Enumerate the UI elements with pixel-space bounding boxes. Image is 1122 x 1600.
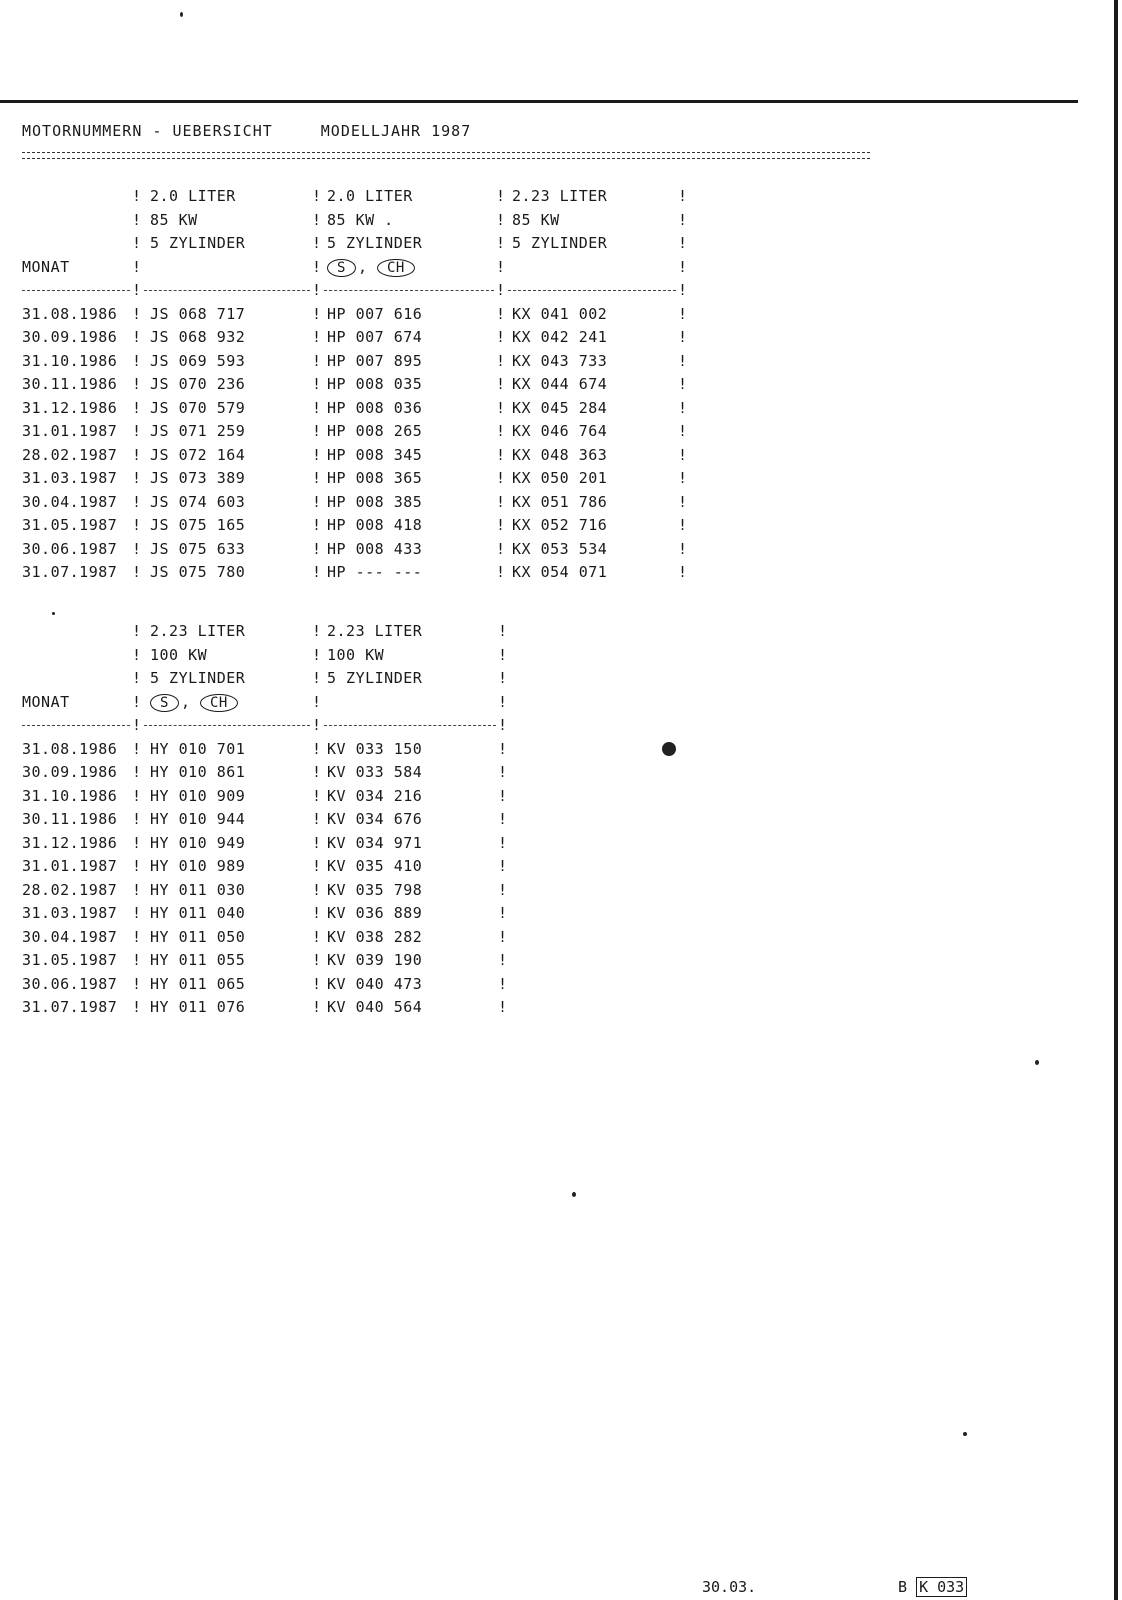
column-separator: ! — [132, 622, 142, 640]
column-separator: ! — [132, 763, 142, 781]
engine-number: JS 070 579 — [150, 398, 246, 417]
column-separator: ! — [496, 492, 506, 511]
engine-number: HP 008 035 — [327, 375, 423, 393]
column-separator: ! — [498, 857, 508, 875]
column-separator: ! — [498, 833, 508, 852]
engine-number: KV 033 584 — [327, 763, 423, 781]
column-separator: ! — [678, 398, 688, 417]
column-separator: ! — [132, 516, 142, 534]
column-header-line1: 2.23 LITER — [327, 622, 423, 640]
engine-number: KX 053 534 — [512, 539, 608, 558]
column-header-line3: 5 ZYLINDER — [327, 669, 423, 687]
column-separator: ! — [678, 539, 688, 558]
column-separator: ! — [132, 539, 142, 558]
month-date: 31.03.1987 — [22, 469, 118, 487]
engine-number: JS 069 593 — [150, 351, 246, 370]
column-separator: ! — [132, 810, 142, 828]
engine-number: HY 011 050 — [150, 927, 246, 946]
column-separator: ! — [312, 669, 322, 687]
dashed-separator — [22, 290, 130, 291]
column-separator: ! — [312, 810, 322, 828]
engine-number: HY 011 065 — [150, 974, 246, 993]
column-separator: ! — [132, 927, 142, 946]
month-date: 31.08.1986 — [22, 739, 118, 758]
column-separator: ! — [496, 210, 506, 229]
column-separator: ! — [496, 304, 506, 323]
month-date: 31.10.1986 — [22, 351, 118, 370]
month-date: 31.07.1987 — [22, 998, 118, 1016]
column-separator: ! — [132, 375, 142, 393]
engine-number: HY 010 949 — [150, 833, 246, 852]
column-separator: ! — [496, 257, 506, 276]
month-date: 30.06.1987 — [22, 974, 118, 993]
column-separator: ! — [496, 422, 506, 440]
column-separator: ! — [498, 904, 508, 922]
column-separator: ! — [132, 998, 142, 1016]
engine-number: JS 071 259 — [150, 422, 246, 440]
column-separator: ! — [678, 516, 688, 534]
column-separator: ! — [312, 234, 322, 252]
country-badges: S , CH — [327, 256, 417, 280]
engine-number: JS 074 603 — [150, 492, 246, 511]
engine-number: JS 072 164 — [150, 445, 246, 464]
engine-number: KX 043 733 — [512, 351, 608, 370]
column-separator: ! — [132, 234, 142, 252]
month-date: 31.01.1987 — [22, 857, 118, 875]
engine-number: KV 034 216 — [327, 786, 423, 805]
column-separator: ! — [132, 469, 142, 487]
column-separator: ! — [312, 739, 322, 758]
column-separator: ! — [678, 281, 688, 299]
column-separator: ! — [132, 645, 142, 664]
column-separator: ! — [312, 880, 322, 899]
engine-number: KX 042 241 — [512, 328, 608, 346]
column-separator: ! — [312, 375, 322, 393]
column-separator: ! — [132, 857, 142, 875]
footer-page-number: K 033 — [916, 1577, 967, 1597]
month-date: 28.02.1987 — [22, 445, 118, 464]
column-separator: ! — [678, 422, 688, 440]
engine-number: HY 010 861 — [150, 763, 246, 781]
column-separator: ! — [678, 445, 688, 464]
column-separator: ! — [132, 328, 142, 346]
column-separator: ! — [496, 328, 506, 346]
column-separator: ! — [678, 187, 688, 205]
column-separator: ! — [678, 375, 688, 393]
scan-speck — [1035, 1060, 1039, 1065]
engine-number: HP --- --- — [327, 563, 423, 581]
column-header-line1: 2.0 LITER — [150, 187, 236, 205]
column-separator: ! — [312, 645, 322, 664]
column-header-line2: 85 KW . — [327, 210, 394, 229]
column-header-line3: 5 ZYLINDER — [327, 234, 423, 252]
column-separator: ! — [496, 516, 506, 534]
column-separator: ! — [132, 210, 142, 229]
country-badges: S , CH — [150, 691, 240, 715]
month-column-label: MONAT — [22, 257, 70, 276]
footer-date: 30.03. — [702, 1578, 757, 1596]
engine-number: HY 010 701 — [150, 739, 246, 758]
column-separator: ! — [132, 692, 142, 711]
column-separator: ! — [678, 492, 688, 511]
engine-number: HY 011 076 — [150, 998, 246, 1016]
dashed-separator — [22, 725, 130, 726]
column-separator: ! — [132, 739, 142, 758]
month-date: 31.10.1986 — [22, 786, 118, 805]
engine-number: KV 035 410 — [327, 857, 423, 875]
column-separator: ! — [312, 563, 322, 581]
document-title: MOTORNUMMERN - UEBERSICHT — [22, 122, 273, 140]
column-separator: ! — [132, 904, 142, 922]
column-separator: ! — [496, 445, 506, 464]
column-separator: ! — [132, 786, 142, 805]
engine-number: KX 041 002 — [512, 304, 608, 323]
column-separator: ! — [496, 398, 506, 417]
column-separator: ! — [498, 739, 508, 758]
column-separator: ! — [498, 810, 508, 828]
month-date: 30.11.1986 — [22, 375, 118, 393]
column-separator: ! — [678, 563, 688, 581]
column-separator: ! — [132, 257, 142, 276]
column-separator: ! — [312, 422, 322, 440]
engine-number: HY 011 055 — [150, 951, 246, 969]
scan-speck — [180, 12, 183, 17]
country-badge: S — [327, 259, 356, 277]
column-separator: ! — [312, 539, 322, 558]
column-separator: ! — [312, 304, 322, 323]
column-separator: ! — [496, 234, 506, 252]
column-separator: ! — [496, 351, 506, 370]
engine-number: KV 040 473 — [327, 974, 423, 993]
engine-number: KV 040 564 — [327, 998, 423, 1016]
month-date: 31.03.1987 — [22, 904, 118, 922]
engine-number: KX 050 201 — [512, 469, 608, 487]
dashed-separator — [144, 290, 310, 291]
month-date: 31.01.1987 — [22, 422, 118, 440]
model-year: MODELLJAHR 1987 — [320, 122, 472, 140]
column-header-line1: 2.23 LITER — [150, 622, 246, 640]
column-separator: ! — [312, 257, 322, 276]
column-separator: ! — [498, 951, 508, 969]
month-date: 30.09.1986 — [22, 763, 118, 781]
column-header-line3: 5 ZYLINDER — [512, 234, 608, 252]
engine-number: KX 051 786 — [512, 492, 608, 511]
dashed-separator — [508, 290, 676, 291]
column-separator: ! — [498, 622, 508, 640]
dashed-separator — [324, 725, 496, 726]
engine-number: KV 033 150 — [327, 739, 423, 758]
engine-number: KX 044 674 — [512, 375, 608, 393]
engine-number: KV 039 190 — [327, 951, 423, 969]
scan-speck — [572, 1192, 576, 1197]
column-separator: ! — [496, 539, 506, 558]
column-header-line1: 2.0 LITER — [327, 187, 413, 205]
column-separator: ! — [132, 398, 142, 417]
column-separator: ! — [496, 187, 506, 205]
column-separator: ! — [498, 880, 508, 899]
column-header-line3: 5 ZYLINDER — [150, 669, 246, 687]
country-badge: S — [150, 694, 179, 712]
column-separator: ! — [498, 974, 508, 993]
document-header — [22, 122, 471, 140]
engine-number: HY 011 030 — [150, 880, 246, 899]
engine-number: JS 068 717 — [150, 304, 246, 323]
column-separator: ! — [312, 445, 322, 464]
column-separator: ! — [132, 304, 142, 323]
column-separator: ! — [132, 351, 142, 370]
column-separator: ! — [312, 998, 322, 1016]
column-separator: ! — [312, 927, 322, 946]
column-separator: ! — [312, 492, 322, 511]
column-separator: ! — [312, 516, 322, 534]
column-header-line2: 100 KW — [327, 645, 385, 664]
month-date: 31.12.1986 — [22, 398, 118, 417]
engine-number: HP 008 345 — [327, 445, 423, 464]
engine-number: KX 045 284 — [512, 398, 608, 417]
scan-speck — [662, 742, 676, 756]
column-separator: ! — [678, 257, 688, 276]
column-separator: ! — [312, 469, 322, 487]
column-separator: ! — [132, 422, 142, 440]
footer-page-code — [898, 1578, 967, 1596]
column-separator: ! — [132, 669, 142, 687]
column-separator: ! — [312, 763, 322, 781]
month-date: 30.04.1987 — [22, 927, 118, 946]
dashed-separator — [324, 290, 494, 291]
engine-number: HY 011 040 — [150, 904, 246, 922]
country-badge: CH — [200, 694, 238, 712]
engine-number: KV 034 971 — [327, 833, 423, 852]
column-separator: ! — [312, 328, 322, 346]
column-separator: ! — [312, 857, 322, 875]
column-separator: ! — [312, 786, 322, 805]
engine-number: KV 038 282 — [327, 927, 423, 946]
column-separator: ! — [312, 692, 322, 711]
column-separator: ! — [132, 951, 142, 969]
engine-number: JS 068 932 — [150, 328, 246, 346]
column-separator: ! — [498, 645, 508, 664]
engine-number: HP 008 433 — [327, 539, 423, 558]
engine-number: HY 010 989 — [150, 857, 246, 875]
engine-number: HP 008 418 — [327, 516, 423, 534]
column-separator: ! — [498, 716, 508, 734]
engine-number: HP 008 265 — [327, 422, 423, 440]
engine-number: HY 010 944 — [150, 810, 246, 828]
month-date: 31.12.1986 — [22, 833, 118, 852]
column-separator: ! — [312, 187, 322, 205]
engine-number: HP 008 365 — [327, 469, 423, 487]
column-separator: ! — [498, 786, 508, 805]
column-separator: ! — [312, 951, 322, 969]
country-badge: CH — [377, 259, 415, 277]
column-separator: ! — [496, 563, 506, 581]
column-separator: ! — [312, 716, 322, 734]
month-date: 31.07.1987 — [22, 563, 118, 581]
engine-number: KV 035 798 — [327, 880, 423, 899]
column-header-line1: 2.23 LITER — [512, 187, 608, 205]
scan-speck — [52, 612, 55, 615]
month-date: 30.06.1987 — [22, 539, 118, 558]
column-separator: ! — [312, 351, 322, 370]
column-separator: ! — [498, 763, 508, 781]
top-border-line — [0, 100, 1078, 103]
column-separator: ! — [498, 998, 508, 1016]
column-separator: ! — [132, 281, 142, 299]
engine-number: JS 075 633 — [150, 539, 246, 558]
engine-number: JS 075 780 — [150, 563, 246, 581]
dashed-separator — [144, 725, 310, 726]
engine-number: HP 008 036 — [327, 398, 423, 417]
column-separator: ! — [678, 469, 688, 487]
column-header-line2: 100 KW — [150, 645, 208, 664]
footer-page-prefix: B — [898, 1578, 908, 1596]
engine-number: HP 007 895 — [327, 351, 423, 370]
column-separator: ! — [678, 234, 688, 252]
column-separator: ! — [498, 692, 508, 711]
column-separator: ! — [132, 833, 142, 852]
column-separator: ! — [132, 563, 142, 581]
column-separator: ! — [678, 210, 688, 229]
engine-number: HP 007 674 — [327, 328, 423, 346]
column-separator: ! — [498, 927, 508, 946]
column-header-line2: 85 KW — [150, 210, 198, 229]
column-header-line3: 5 ZYLINDER — [150, 234, 246, 252]
engine-number: HY 010 909 — [150, 786, 246, 805]
column-header-line2: 85 KW — [512, 210, 560, 229]
engine-number: JS 070 236 — [150, 375, 246, 393]
column-separator: ! — [312, 210, 322, 229]
column-separator: ! — [678, 351, 688, 370]
column-separator: ! — [678, 304, 688, 323]
month-date: 30.09.1986 — [22, 328, 118, 346]
column-separator: ! — [132, 187, 142, 205]
engine-number: JS 073 389 — [150, 469, 246, 487]
engine-number: KX 046 764 — [512, 422, 608, 440]
column-separator: ! — [312, 398, 322, 417]
engine-number: KX 052 716 — [512, 516, 608, 534]
month-date: 31.05.1987 — [22, 516, 118, 534]
engine-number: KV 036 889 — [327, 904, 423, 922]
column-separator: ! — [496, 469, 506, 487]
month-date: 31.05.1987 — [22, 951, 118, 969]
column-separator: ! — [132, 880, 142, 899]
month-date: 30.11.1986 — [22, 810, 118, 828]
month-date: 28.02.1987 — [22, 880, 118, 899]
engine-number: KX 054 071 — [512, 563, 608, 581]
month-date: 30.04.1987 — [22, 492, 118, 511]
column-separator: ! — [678, 328, 688, 346]
column-separator: ! — [132, 445, 142, 464]
column-separator: ! — [312, 833, 322, 852]
engine-number: HP 008 385 — [327, 492, 423, 511]
engine-number: JS 075 165 — [150, 516, 246, 534]
column-separator: ! — [312, 622, 322, 640]
column-separator: ! — [496, 375, 506, 393]
month-column-label: MONAT — [22, 692, 70, 711]
engine-number: KV 034 676 — [327, 810, 423, 828]
engine-number: HP 007 616 — [327, 304, 423, 323]
scan-speck — [963, 1432, 967, 1436]
month-date: 31.08.1986 — [22, 304, 118, 323]
header-double-rule — [22, 152, 870, 159]
column-separator: ! — [496, 281, 506, 299]
column-separator: ! — [312, 281, 322, 299]
engine-number: KX 048 363 — [512, 445, 608, 464]
column-separator: ! — [132, 492, 142, 511]
right-border-line — [1114, 0, 1118, 1600]
column-separator: ! — [132, 716, 142, 734]
column-separator: ! — [312, 974, 322, 993]
column-separator: ! — [132, 974, 142, 993]
column-separator: ! — [498, 669, 508, 687]
column-separator: ! — [312, 904, 322, 922]
